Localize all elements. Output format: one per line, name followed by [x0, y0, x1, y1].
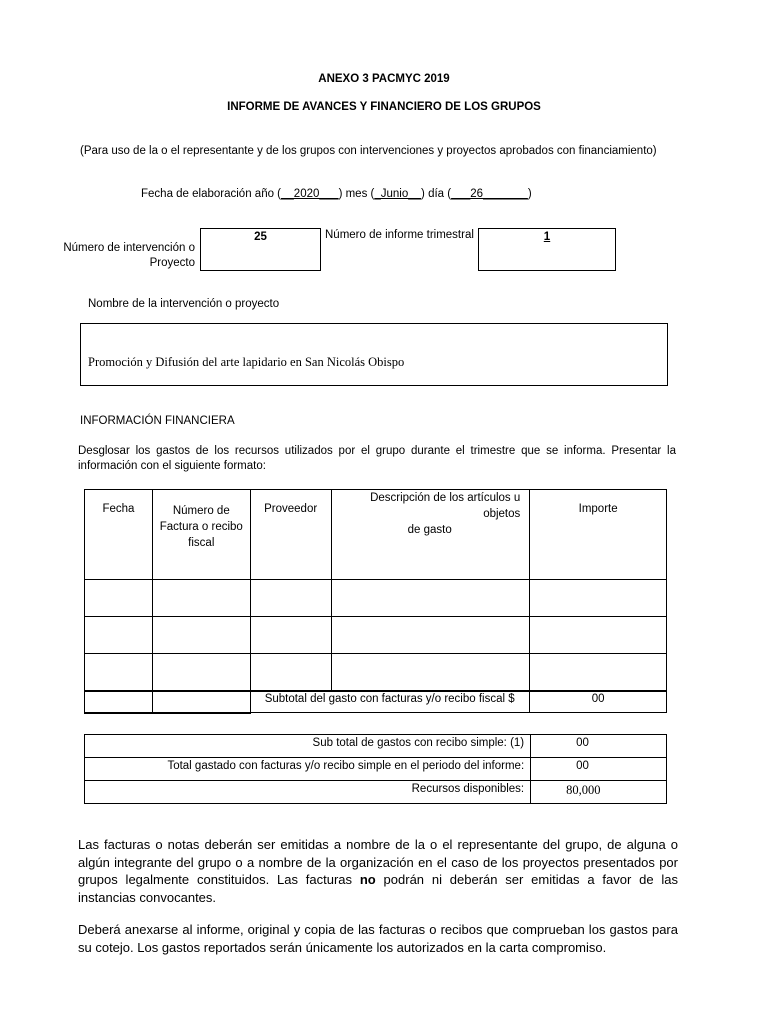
date-year: __2020___	[281, 188, 339, 200]
date-label: Fecha de elaboración año (	[141, 188, 282, 200]
financial-instructions: Desglosar los gastos de los recursos utilizados por el grupo durante el trimestre que se informa. Presentar la información con el siguiente formato:	[78, 445, 676, 472]
col-header-proveedor	[250, 490, 331, 580]
table-cell[interactable]	[250, 617, 331, 654]
subtotal-row	[85, 691, 667, 713]
table-cell[interactable]	[250, 654, 331, 691]
table-row	[85, 580, 667, 617]
summary-row	[85, 781, 667, 804]
date-month-label: ) mes (	[338, 188, 375, 200]
document-subtitle: INFORME DE AVANCES Y FINANCIERO DE LOS GRUPOS	[227, 101, 541, 113]
subtotal-label: Subtotal del gasto con facturas y/o recibo fiscal $	[250, 691, 530, 713]
note-paragraph-1	[78, 836, 678, 906]
col-header-fecha	[85, 490, 153, 580]
project-name-box[interactable]	[80, 323, 668, 386]
intervention-number-box[interactable]	[200, 228, 321, 271]
table-cell[interactable]	[250, 580, 331, 617]
col-desc-line2: objetos	[483, 508, 521, 520]
col-header-importe	[530, 490, 667, 580]
report-number-label: Número de informe trimestral	[325, 229, 474, 241]
col-desc-line3: de gasto	[407, 524, 452, 536]
col-factura-line3: fiscal	[188, 537, 215, 549]
summary-label: Total gastado con facturas y/o recibo simple en el periodo del informe:	[85, 758, 531, 781]
col-factura-line2: Factura o recibo	[159, 521, 243, 533]
summary-row	[85, 758, 667, 781]
date-month: _Junio__	[374, 188, 422, 200]
expenses-table	[84, 489, 667, 714]
document-title: ANEXO 3 PACMYC 2019	[318, 73, 450, 85]
summary-value[interactable]: 80,000	[531, 781, 667, 804]
intervention-number-label-line1: Número de intervención o	[63, 242, 195, 254]
table-cell[interactable]	[331, 580, 530, 617]
summary-label: Sub total de gastos con recibo simple: (1)	[85, 735, 531, 758]
table-cell[interactable]	[85, 617, 153, 654]
date-day-label: ) día (	[421, 188, 452, 200]
table-cell[interactable]	[152, 691, 250, 713]
summary-table	[84, 734, 667, 804]
table-cell[interactable]	[152, 654, 250, 691]
subtotal-value[interactable]: 00	[530, 691, 667, 713]
col-header-descripcion	[331, 490, 530, 580]
date-line	[141, 188, 532, 200]
table-cell[interactable]	[152, 580, 250, 617]
summary-row	[85, 735, 667, 758]
col-desc-line1: Descripción de los artículos u	[370, 492, 521, 504]
table-cell[interactable]	[85, 691, 153, 713]
table-cell[interactable]	[85, 654, 153, 691]
intervention-number-label	[60, 241, 195, 271]
summary-value[interactable]: 00	[531, 758, 667, 781]
project-name-label: Nombre de la intervención o proyecto	[88, 298, 280, 310]
table-row	[85, 617, 667, 654]
table-cell[interactable]	[530, 654, 667, 691]
table-row	[85, 654, 667, 691]
col-fecha-label: Fecha	[102, 503, 135, 515]
project-name-value: Promoción y Difusión del arte lapidario en San Nicolás Obispo	[88, 355, 405, 369]
report-number-value: 1	[543, 231, 551, 243]
report-number-box[interactable]	[478, 228, 616, 271]
col-header-factura	[152, 490, 250, 580]
col-importe-label: Importe	[578, 503, 618, 515]
note-1-text-a: Las facturas o notas deberán ser emitidas a nombre de la o el representante del grupo, de alguna o algún integrante del grupo o a nombre de la organización en el caso de los proyectos presentados por grupos legalmente constituidos. Las facturas	[78, 837, 678, 887]
note-paragraph-2: Deberá anexarse al informe, original y copia de las facturas o recibos que comprueban los gastos para su cotejo. Los gastos reportados serán únicamente los autorizados en la carta compromiso.	[78, 922, 678, 955]
intervention-number-label-line2: Proyecto	[149, 257, 195, 269]
note-1-text-b: podrán ni deberán ser emitidas a favor de las instancias convocantes.	[78, 872, 678, 905]
table-cell[interactable]	[331, 654, 530, 691]
date-end: )	[527, 188, 532, 200]
col-proveedor-label: Proveedor	[264, 503, 318, 515]
table-cell[interactable]	[530, 580, 667, 617]
table-cell[interactable]	[152, 617, 250, 654]
note-1-emphasis: no	[359, 872, 376, 887]
table-cell[interactable]	[85, 580, 153, 617]
table-header-row	[85, 490, 667, 580]
table-cell[interactable]	[331, 617, 530, 654]
usage-note: (Para uso de la o el representante y de los grupos con intervenciones y proyectos aprobados con financiamiento)	[80, 145, 657, 157]
date-day: ___26_______	[451, 188, 528, 200]
financial-section-title: INFORMACIÓN FINANCIERA	[80, 415, 235, 427]
summary-label: Recursos disponibles:	[85, 781, 531, 804]
col-factura-line1: Número de	[172, 505, 230, 517]
summary-value[interactable]: 00	[531, 735, 667, 758]
table-cell[interactable]	[530, 617, 667, 654]
intervention-number-value: 25	[254, 231, 267, 243]
